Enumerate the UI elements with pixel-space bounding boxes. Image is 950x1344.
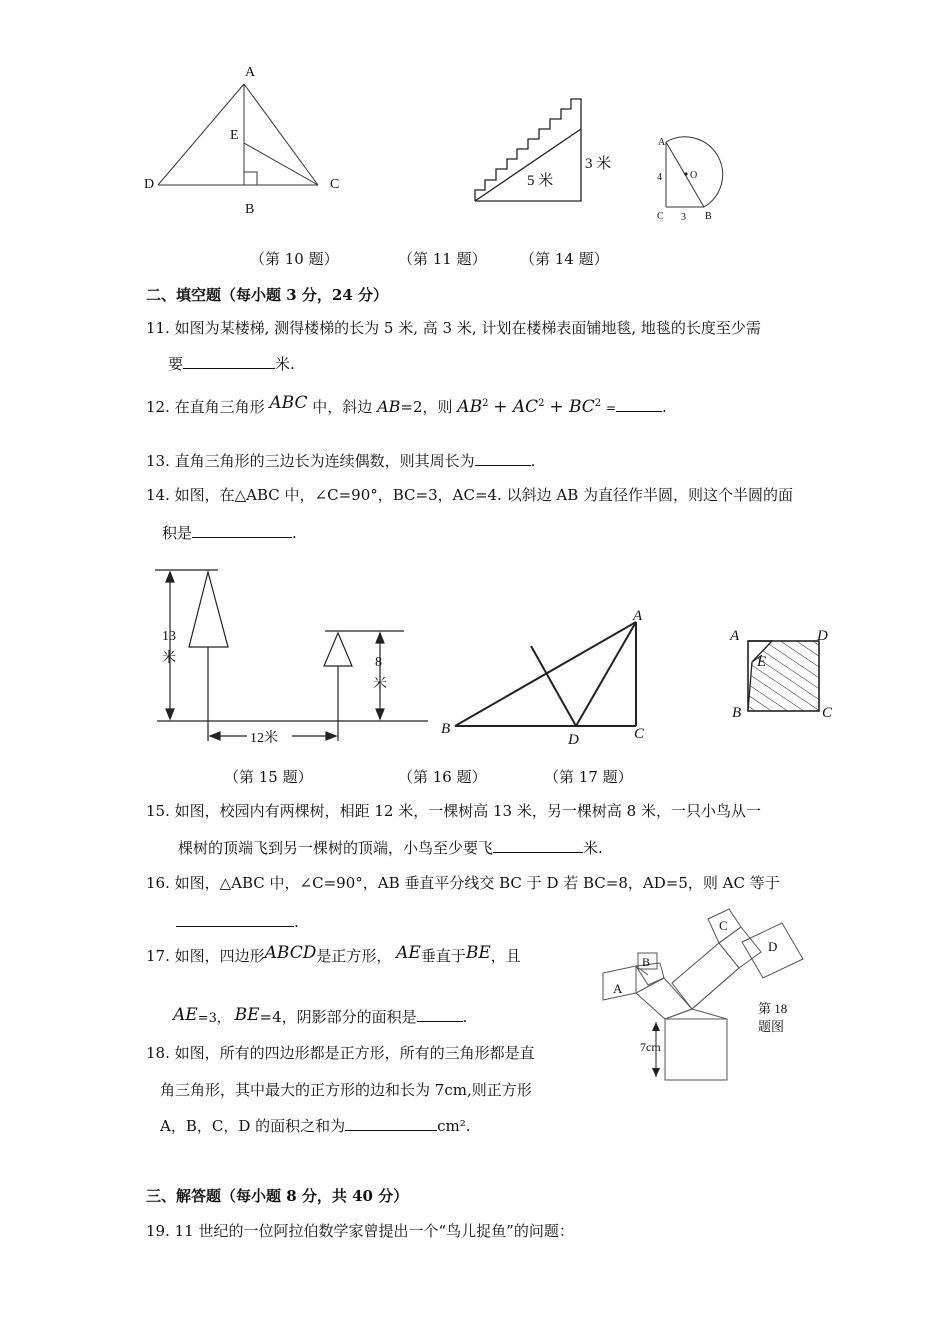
figure-16 (455, 622, 636, 726)
q12-eqsign: = (605, 401, 617, 415)
q17-mid: 是正方形， (316, 947, 392, 965)
q12-pre: 12. 在直角三角形 (146, 398, 265, 416)
fig15-tall-value: 13 (162, 629, 176, 644)
q18-line1: 18. 如图，所有的四边形都是正方形，所有的三角形都是直 (146, 1044, 535, 1062)
q16-post: . (294, 913, 299, 931)
q12-sq3: 2 (594, 398, 602, 409)
q18-unit: cm². (437, 1117, 471, 1135)
q15-line1: 15. 如图，校园内有两棵树，相距 12 米，一棵树高 13 米，另一棵树高 8 米，一只小鸟从一 (146, 802, 761, 820)
q16-line2 (176, 912, 299, 932)
q17-line2 (173, 1007, 467, 1029)
q14-line2 (162, 523, 297, 543)
figure-18 (598, 905, 818, 1085)
fig10-label-e: E (230, 128, 239, 143)
q17-line2-ae: AE (173, 1005, 198, 1025)
fig18-side-label: 7cm (640, 1040, 661, 1054)
q11-line2 (168, 354, 295, 374)
q16-answer-blank[interactable] (176, 912, 294, 927)
fig14-label-b: B (705, 211, 712, 222)
q13-answer-blank[interactable] (475, 451, 531, 466)
q17-line2-end: . (462, 1008, 468, 1026)
q19-text: 19. 11 世纪的一位阿拉伯数学家曾提出一个“鸟儿捉鱼”的问题： (146, 1222, 574, 1240)
q12-expr-ab: AB (457, 397, 483, 417)
fig17-label-d: D (817, 628, 828, 644)
figure-15 (155, 570, 428, 741)
fig16-label-b: B (441, 721, 451, 737)
q18-line3 (160, 1116, 471, 1136)
fig18-label-c: C (719, 918, 728, 933)
q15-line2 (178, 838, 603, 858)
figures-mid (0, 560, 950, 760)
q17-line1 (146, 943, 521, 966)
q14-answer-blank[interactable] (192, 523, 292, 538)
q12-answer-blank[interactable] (616, 397, 662, 412)
fig18-label-a: A (613, 981, 623, 996)
section2-heading: 二、填空题（每小题 3 分，24 分） (146, 286, 388, 304)
q17-post: ，且 (490, 947, 521, 965)
q12-abc: ABC (269, 393, 308, 413)
fig10-label-c: C (330, 177, 340, 192)
fig14-label-c: C (657, 211, 664, 222)
fig17-label-b: B (732, 705, 742, 721)
fig16-label-c: C (634, 726, 645, 742)
fig14-label-o: O (690, 170, 698, 181)
q14-line1: 14. 如图，在△ABC 中，∠C=90°，BC=3，AC=4. 以斜边 AB 为直径作半圆，则这个半圆的面 (146, 486, 793, 504)
q18-line3-text: A，B，C，D 的面积之和为 (160, 1117, 346, 1135)
fig16-label-d: D (568, 732, 579, 748)
caption-fig15: （第 15 题） (224, 768, 313, 786)
caption-fig14: （第 14 题） (520, 250, 609, 268)
q12-ab: AB (377, 397, 401, 416)
q15-post: 米. (583, 839, 603, 857)
fig11-height-label: 3 米 (585, 156, 612, 172)
fig14-center-dot (684, 172, 687, 175)
fig15-short-value: 8 (375, 655, 382, 670)
fig18-label-d: D (768, 939, 778, 954)
q17-mid2: 垂直于 (420, 947, 466, 965)
caption-fig11: （第 11 题） (398, 250, 487, 268)
fig15-distance: 12米 (250, 731, 278, 746)
figures-top (0, 0, 950, 250)
q12-eq: =2，则 (400, 398, 453, 416)
q12-sq2: 2 (538, 398, 545, 409)
q13 (146, 451, 535, 471)
q12-expr-ac: + AC (493, 397, 539, 417)
caption-fig10: （第 10 题） (250, 250, 339, 268)
figure-17 (748, 641, 819, 711)
fig16-label-a: A (633, 608, 643, 624)
q11-answer-blank[interactable] (183, 354, 275, 369)
q17-abcd: ABCD (264, 943, 317, 963)
q17-answer-blank[interactable] (417, 1007, 463, 1022)
fig18-label-b: B (642, 955, 651, 969)
caption-fig16: （第 16 题） (398, 768, 487, 786)
q17-pre: 17. 如图，四边形 (146, 947, 265, 965)
fig17-label-c: C (822, 705, 833, 721)
fig18-caption-1: 第 18 (758, 1001, 788, 1016)
caption-fig17: （第 17 题） (544, 768, 633, 786)
q15-line2-text: 棵树的顶端飞到另一棵树的顶端，小鸟至少要飞 (178, 839, 494, 857)
q17-line2-text: =4，阴影部分的面积是 (259, 1008, 417, 1026)
q14-pre: 积是 (162, 524, 193, 542)
fig18-caption-2: 题图 (758, 1019, 785, 1034)
section3-heading: 三、解答题（每小题 8 分，共 40 分） (146, 1187, 409, 1205)
fig15-short-unit: 米 (373, 677, 387, 692)
q11-post: 米. (275, 355, 295, 373)
q18-answer-blank[interactable] (345, 1116, 437, 1131)
q13-text: 13. 直角三角形的三边长为连续偶数，则其周长为 (146, 452, 475, 470)
fig17-label-a: A (730, 628, 740, 644)
q12-mid: 中，斜边 (312, 398, 373, 416)
q12-expr-bc: + BC (549, 397, 595, 417)
q17-be: BE (465, 943, 491, 963)
q14-post: . (292, 524, 297, 542)
q12: 12. 在直角三角形 ABC 中，斜边 AB=2，则 $AB^2 + AC^2 + BC^2$ = . (146, 393, 667, 417)
q13-post: . (530, 452, 536, 470)
q17-ae: AE (396, 943, 421, 963)
q18-line2: 角三角形，其中最大的正方形的边和长为 7cm,则正方形 (160, 1081, 532, 1099)
q15-answer-blank[interactable] (493, 838, 583, 853)
fig17-label-e: E (757, 654, 767, 670)
q11-pre: 要 (168, 355, 184, 373)
fig14-side-cb: 3 (681, 212, 686, 223)
fig14-side-ac: 4 (657, 172, 662, 183)
q11-line1: 11. 如图为某楼梯, 测得楼梯的长为 5 米, 高 3 米, 计划在楼梯表面铺地毯, 地毯的长度至少需 (146, 319, 761, 337)
fig10-label-a: A (245, 65, 256, 80)
fig14-label-a: A (658, 137, 666, 148)
q12-sq1: 2 (482, 398, 489, 409)
q16-line1: 16. 如图，△ABC 中，∠C=90°，AB 垂直平分线交 BC 于 D 若 BC=8，AD=5，则 AC 等于 (146, 874, 780, 892)
q17-line2-eq1: =3， (197, 1011, 230, 1026)
fig11-hyp-label: 5 米 (527, 173, 554, 189)
fig15-tall-unit: 米 (162, 651, 176, 666)
fig10-label-b: B (245, 202, 255, 217)
fig10-label-d: D (144, 177, 155, 192)
q17-line2-be: BE (234, 1005, 260, 1025)
